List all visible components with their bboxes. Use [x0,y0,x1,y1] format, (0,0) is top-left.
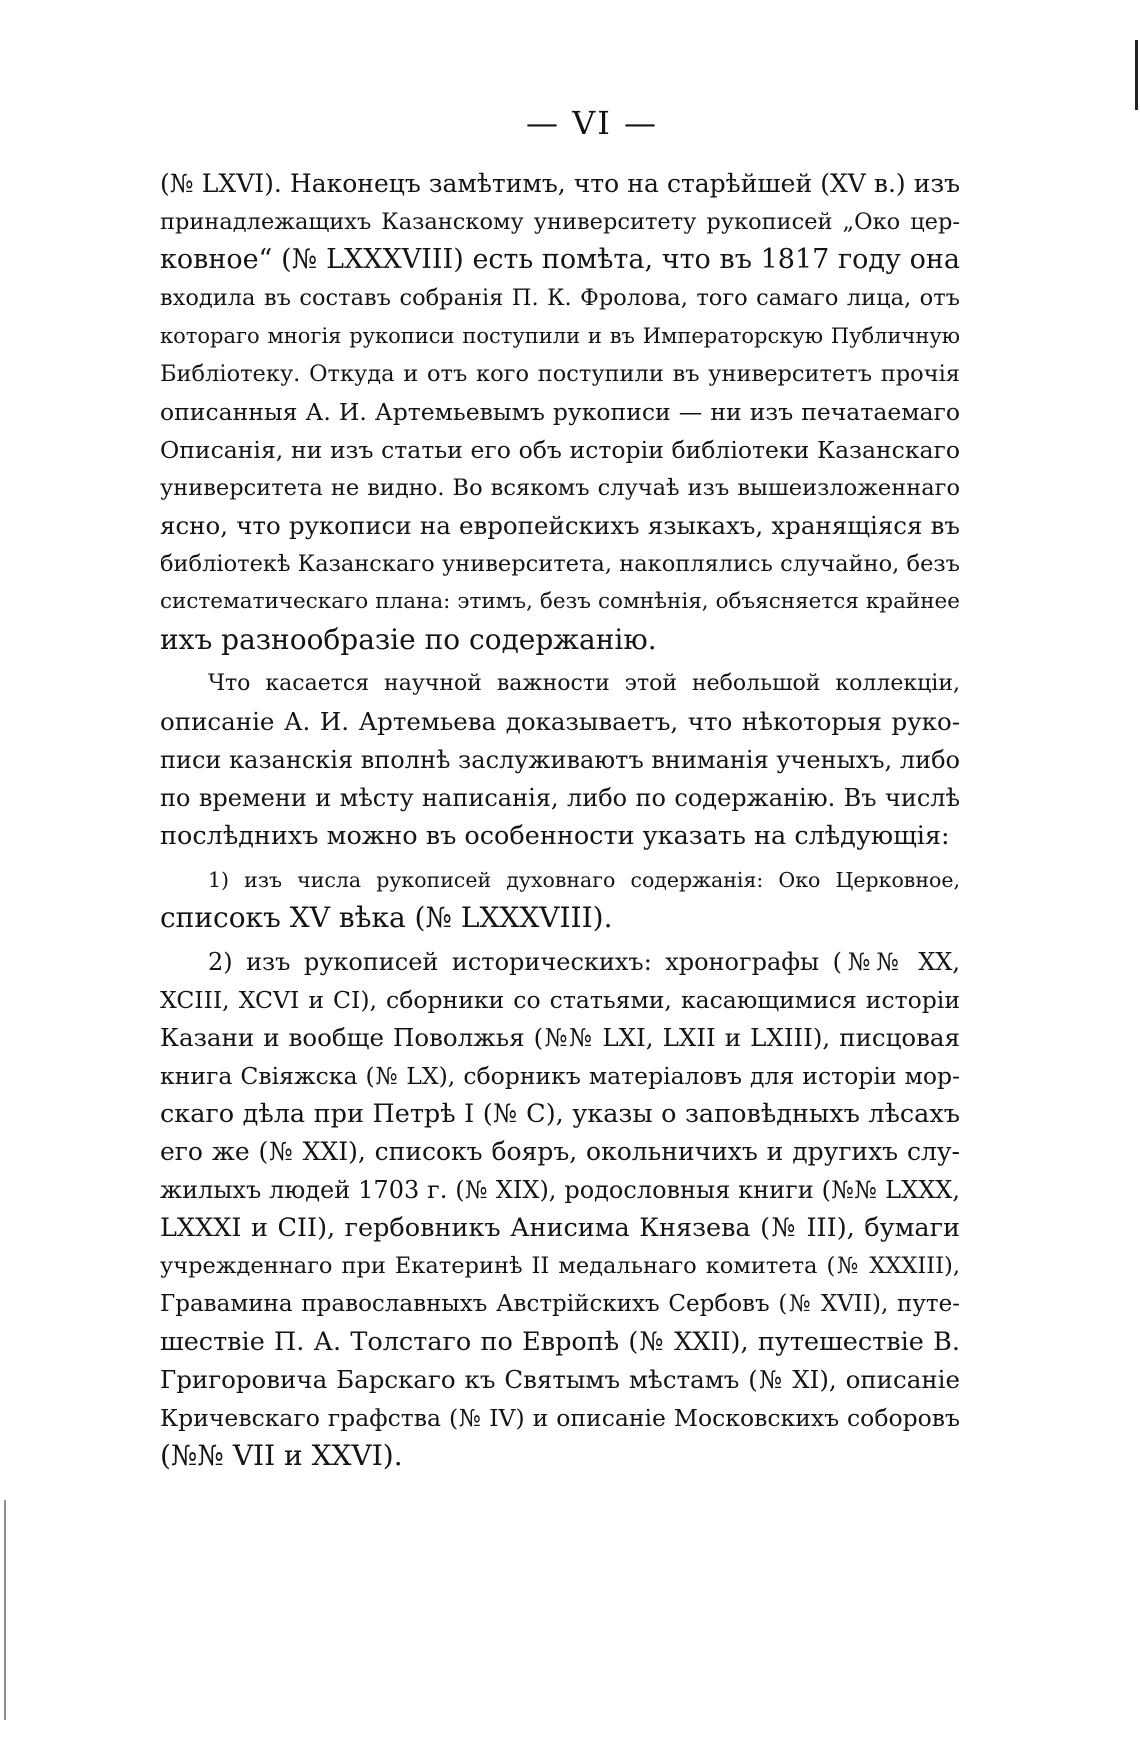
text-line: 1) изъ числа рукописей духовнаго содержанія: Око Церковное, [208,868,960,892]
text-line: XCIII, XCVI и CI), сборники со статьями, касающимися исторіи [160,986,960,1014]
text-line: шествіе П. А. Толстаго по Европѣ (№ XXII), путешествіе В. [160,1327,960,1357]
body-text [160,165,960,1475]
text-line: котораго многія рукописи поступили и въ Императорскую Публичную [160,324,960,348]
text-line: по времени и мѣсту написанія, либо по содержанію. Въ числѣ [160,784,960,812]
paragraph-4 [160,943,960,1475]
paragraph-2 [160,665,960,855]
text-line: ихъ разнообразіе по содержанію. [160,623,657,656]
text-line: списокъ XV вѣка (№ LXXXVIII). [160,901,613,934]
text-line: университета не видно. Во всякомъ случаѣ изъ вышеизложеннаго [160,475,960,501]
text-line: учрежденнаго при Екатеринѣ II медальнаго комитета (№ XXXIII), [160,1253,960,1279]
text-line: Кричевскаго графства (№ IV) и описаніе Московскихъ соборовъ [160,1404,960,1432]
paragraph-3 [160,861,960,937]
scan-edge-mark [4,1500,6,1720]
text-line: принадлежащихъ Казанскому университету рукописей „Око цер- [160,209,960,235]
text-line: его же (№ XXI), списокъ бояръ, окольничихъ и другихъ слу- [160,1137,960,1166]
text-line: (№ LXVI). Наконецъ замѣтимъ, что на старѣйшей (XV в.) изъ [160,169,960,198]
text-line: (№№ VII и XXVI). [160,1439,403,1472]
text-line: ясно, что рукописи на европейскихъ языкахъ, хранящіяся въ [160,511,960,540]
text-line: Гравамина православныхъ Австрійскихъ Сербовъ (№ XVII), путе- [160,1291,960,1317]
text-line: Библіотеку. Откуда и отъ кого поступили въ университетъ прочія [160,361,960,387]
text-line: ковное“ (№ LXXXVIII) есть помѣта, что въ 1817 году она [160,244,960,275]
text-line: Что касается научной важности этой небольшой коллекціи, [208,671,960,696]
text-line: книга Свіяжска (№ LX), сборникъ матеріаловъ для исторіи мор- [160,1062,960,1090]
text-line: Казани и вообще Поволжья (№№ LXI, LXII и LXIII), писцовая [160,1023,960,1052]
text-line: скаго дѣла при Петрѣ I (№ C), указы о заповѣдныхъ лѣсахъ [160,1099,960,1129]
text-line: Описанія, ни изъ статьи его объ исторіи библіотеки Казанскаго [160,436,960,464]
text-line: Григоровича Барскаго къ Святымъ мѣстамъ (№ XI), описаніе [160,1365,960,1394]
text-line: LXXXI и CII), гербовникъ Анисима Князева (№ III), бумаги [160,1213,960,1243]
text-line: описанныя А. И. Артемьевымъ рукописи — ни изъ печатаемаго [160,398,960,426]
text-line: библіотекѣ Казанскаго университета, накоплялись случайно, безъ [160,551,960,577]
text-line: послѣднихъ можно въ особенности указать на слѣдующія: [160,821,950,851]
text-line: описаніе А. И. Артемьева доказываетъ, что нѣкоторыя руко- [160,707,960,736]
text-line: жилыхъ людей 1703 г. (№ XIX), родословныя книги (№№ LXXX, [160,1176,960,1204]
text-line: входила въ составъ собранія П. К. Фролова, того самаго лица, отъ [160,285,960,311]
page-number: — VI — [525,104,659,142]
paragraph-1 [160,165,960,659]
text-line: 2) изъ рукописей историческихъ: хронографы (№№ XX, [208,948,960,976]
scan-edge-mark [1135,40,1138,110]
text-line: писи казанскія вполнѣ заслуживаютъ вниманія ученыхъ, либо [160,746,960,774]
text-line: систематическаго плана: этимъ, безъ сомнѣнія, объясняется крайнее [160,589,960,614]
